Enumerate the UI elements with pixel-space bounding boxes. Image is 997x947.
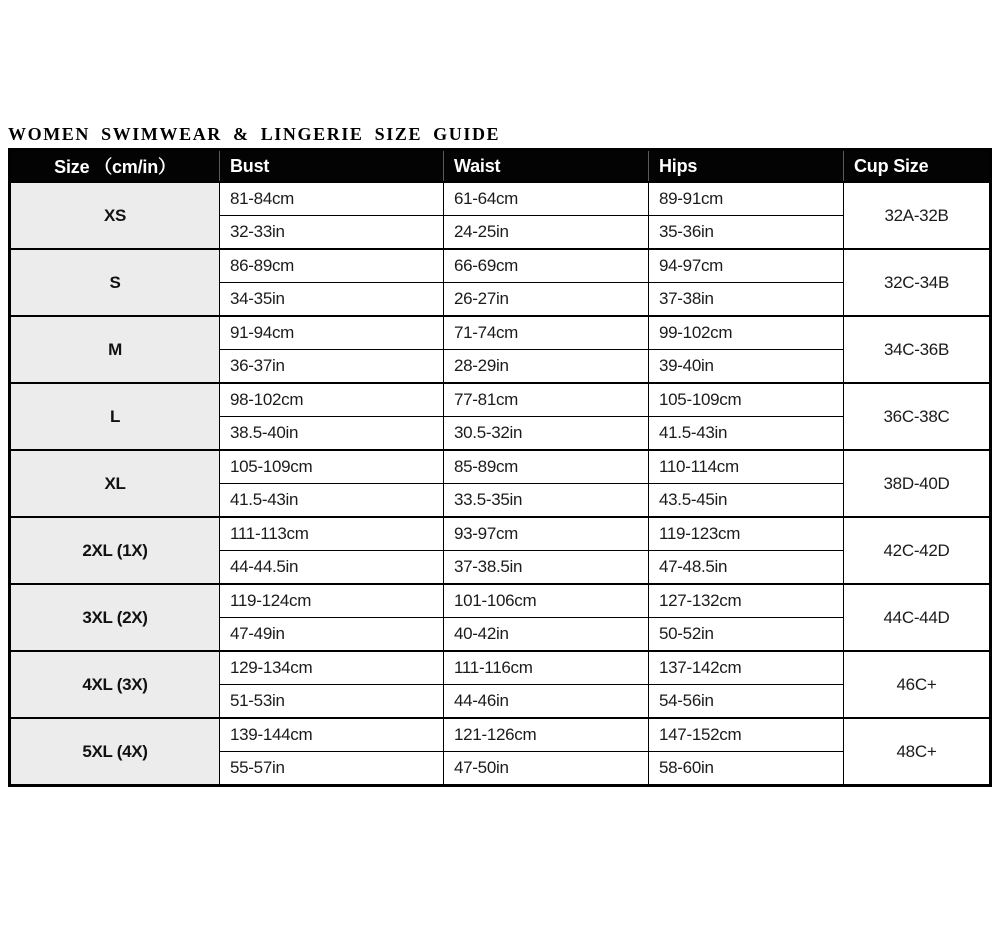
waist-cm-value: 61-64cm <box>444 182 649 216</box>
table-row <box>10 182 991 216</box>
bust-in-value: 34-35in <box>220 283 444 317</box>
hips-in-value: 43.5-45in <box>649 484 844 518</box>
table-row <box>10 316 991 350</box>
bust-cm-value: 91-94cm <box>220 316 444 350</box>
waist-in-value: 26-27in <box>444 283 649 317</box>
bust-cm-value: 111-113cm <box>220 517 444 551</box>
hips-cm-value: 147-152cm <box>649 718 844 752</box>
column-header-waist: Waist <box>444 150 649 183</box>
size-label: XS <box>10 182 220 249</box>
table-row <box>10 584 991 618</box>
waist-in-value: 33.5-35in <box>444 484 649 518</box>
hips-cm-value: 105-109cm <box>649 383 844 417</box>
bust-in-value: 47-49in <box>220 618 444 652</box>
cup-size-value: 48C+ <box>844 718 991 786</box>
table-row <box>10 718 991 752</box>
bust-in-value: 44-44.5in <box>220 551 444 585</box>
column-header-hips: Hips <box>649 150 844 183</box>
waist-in-value: 44-46in <box>444 685 649 719</box>
waist-in-value: 37-38.5in <box>444 551 649 585</box>
hips-cm-value: 99-102cm <box>649 316 844 350</box>
hips-in-value: 37-38in <box>649 283 844 317</box>
size-label: M <box>10 316 220 383</box>
waist-cm-value: 93-97cm <box>444 517 649 551</box>
bust-cm-value: 98-102cm <box>220 383 444 417</box>
size-guide-table <box>8 148 992 787</box>
waist-cm-value: 85-89cm <box>444 450 649 484</box>
cup-size-value: 36C-38C <box>844 383 991 450</box>
hips-in-value: 35-36in <box>649 216 844 250</box>
waist-in-value: 24-25in <box>444 216 649 250</box>
waist-cm-value: 101-106cm <box>444 584 649 618</box>
cup-size-value: 44C-44D <box>844 584 991 651</box>
size-label: XL <box>10 450 220 517</box>
bust-in-value: 55-57in <box>220 752 444 786</box>
cup-size-value: 34C-36B <box>844 316 991 383</box>
waist-in-value: 47-50in <box>444 752 649 786</box>
hips-in-value: 58-60in <box>649 752 844 786</box>
size-label: L <box>10 383 220 450</box>
waist-cm-value: 71-74cm <box>444 316 649 350</box>
hips-in-value: 54-56in <box>649 685 844 719</box>
bust-in-value: 38.5-40in <box>220 417 444 451</box>
header-row <box>10 150 991 183</box>
table-header <box>10 150 991 183</box>
cup-size-value: 38D-40D <box>844 450 991 517</box>
cup-size-value: 32C-34B <box>844 249 991 316</box>
page-title: WOMEN SWIMWEAR & LINGERIE SIZE GUIDE <box>8 124 501 144</box>
table-row <box>10 383 991 417</box>
column-header-cup-size: Cup Size <box>844 150 991 183</box>
bust-cm-value: 81-84cm <box>220 182 444 216</box>
table-body <box>10 182 991 786</box>
hips-cm-value: 127-132cm <box>649 584 844 618</box>
hips-cm-value: 137-142cm <box>649 651 844 685</box>
table-row <box>10 651 991 685</box>
hips-cm-value: 119-123cm <box>649 517 844 551</box>
bust-cm-value: 139-144cm <box>220 718 444 752</box>
waist-cm-value: 77-81cm <box>444 383 649 417</box>
cup-size-value: 42C-42D <box>844 517 991 584</box>
waist-in-value: 28-29in <box>444 350 649 384</box>
bust-cm-value: 119-124cm <box>220 584 444 618</box>
bust-in-value: 51-53in <box>220 685 444 719</box>
waist-cm-value: 111-116cm <box>444 651 649 685</box>
hips-in-value: 39-40in <box>649 350 844 384</box>
hips-cm-value: 94-97cm <box>649 249 844 283</box>
cup-size-value: 46C+ <box>844 651 991 718</box>
hips-cm-value: 110-114cm <box>649 450 844 484</box>
size-label: 4XL (3X) <box>10 651 220 718</box>
bust-cm-value: 105-109cm <box>220 450 444 484</box>
bust-cm-value: 129-134cm <box>220 651 444 685</box>
hips-in-value: 47-48.5in <box>649 551 844 585</box>
column-header-size: Size （cm/in） <box>10 150 220 183</box>
waist-cm-value: 121-126cm <box>444 718 649 752</box>
bust-cm-value: 86-89cm <box>220 249 444 283</box>
waist-cm-value: 66-69cm <box>444 249 649 283</box>
bust-in-value: 32-33in <box>220 216 444 250</box>
table-row <box>10 249 991 283</box>
size-label: S <box>10 249 220 316</box>
bust-in-value: 41.5-43in <box>220 484 444 518</box>
size-label: 2XL (1X) <box>10 517 220 584</box>
cup-size-value: 32A-32B <box>844 182 991 249</box>
column-header-bust: Bust <box>220 150 444 183</box>
waist-in-value: 40-42in <box>444 618 649 652</box>
hips-in-value: 41.5-43in <box>649 417 844 451</box>
table-row <box>10 517 991 551</box>
waist-in-value: 30.5-32in <box>444 417 649 451</box>
table-row <box>10 450 991 484</box>
hips-cm-value: 89-91cm <box>649 182 844 216</box>
bust-in-value: 36-37in <box>220 350 444 384</box>
size-label: 5XL (4X) <box>10 718 220 786</box>
size-label: 3XL (2X) <box>10 584 220 651</box>
hips-in-value: 50-52in <box>649 618 844 652</box>
